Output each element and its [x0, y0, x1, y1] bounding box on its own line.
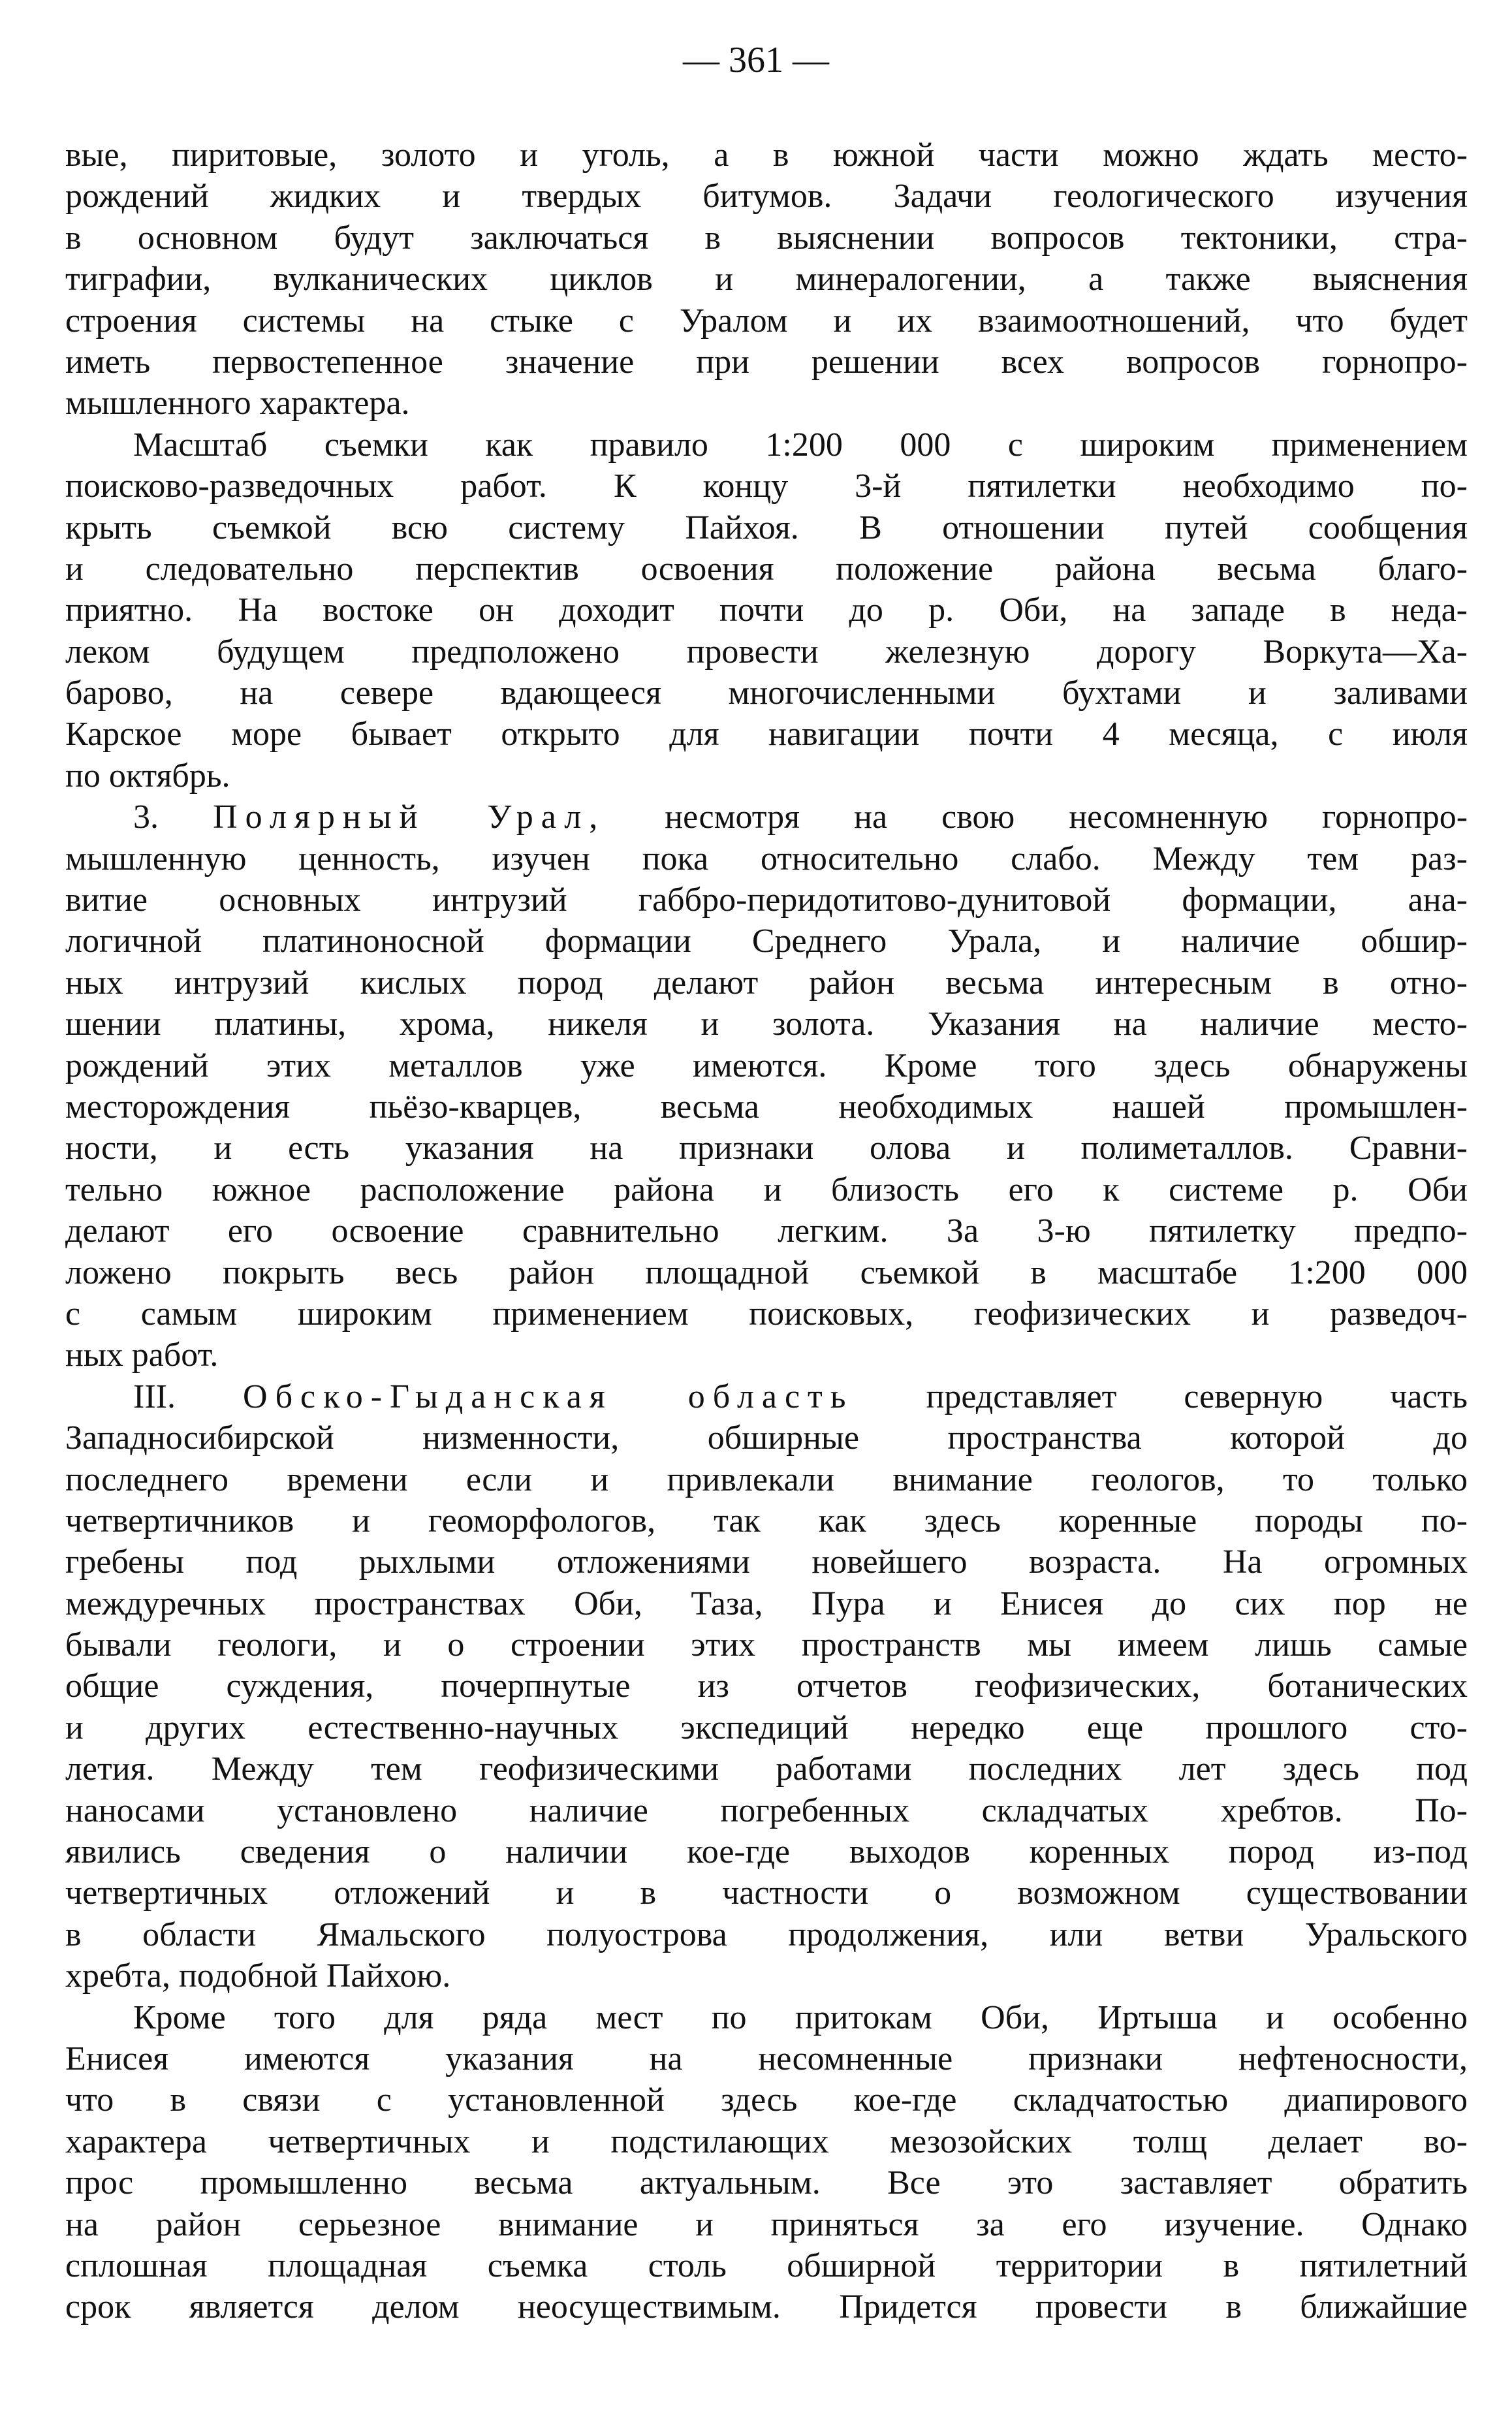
text-line: приятно. На востоке он доходит почти до р. Оби, на западе в неда-	[65, 591, 1468, 629]
text-line: Западносибирской низменности, обширные пространства которой до	[65, 1419, 1468, 1457]
text-line: крыть съемкой всю систему Пайхоя. В отношении путей сообщения	[65, 509, 1468, 546]
text-line: четвертичников и геоморфологов, так как здесь коренные породы по-	[65, 1502, 1468, 1539]
text-line: явились сведения о наличии кое-где выходов коренных пород из-под	[65, 1833, 1468, 1871]
text-line: ности, и есть указания на признаки олова и полиметаллов. Сравни-	[65, 1129, 1468, 1167]
text-line: шении платины, хрома, никеля и золота. Указания на наличие место-	[65, 1005, 1468, 1043]
text-line: срок является делом неосуществимым. Придется провести в ближайшие	[65, 2288, 1468, 2326]
text-line: по октябрь.	[65, 757, 230, 795]
text-line: Кроме того для ряда мест по притокам Оби, Иртыша и особенно	[133, 1998, 1468, 2036]
text-line: последнего времени если и привлекали внимание геологов, то только	[65, 1460, 1468, 1498]
text-line: бывали геологи, и о строении этих пространств мы имеем лишь самые	[65, 1626, 1468, 1664]
text-line: с самым широким применением поисковых, геофизических и разведоч-	[65, 1295, 1468, 1333]
text-fragment: представляет северную часть	[926, 1378, 1468, 1415]
text-line: летия. Между тем геофизическими работами последних лет здесь под	[65, 1750, 1468, 1788]
text-line: что в связи с установленной здесь кое-где складчатостью диапирового	[65, 2081, 1468, 2119]
text-line: делают его освоение сравнительно легким. За 3-ю пятилетку предпо-	[65, 1212, 1468, 1250]
text-line: барово, на севере вдающееся многочисленными бухтами и заливами	[65, 674, 1468, 712]
text-line: месторождения пьёзо-кварцев, весьма необходимых нашей промышлен-	[65, 1088, 1468, 1126]
text-line	[65, 1376, 1468, 1417]
text-body	[65, 134, 1468, 2328]
text-line: и других естественно-научных экспедиций нередко еще прошлого сто-	[65, 1709, 1468, 1746]
text-fragment: несмотря на свою несомненную горнопро-	[665, 798, 1468, 836]
text-line: Карское море бывает открыто для навигации почти 4 месяца, с июля	[65, 716, 1468, 753]
text-line	[65, 796, 1468, 838]
text-line: общие суждения, почерпнутые из отчетов геофизических, ботанических	[65, 1667, 1468, 1705]
text-line: в области Ямальского полуострова продолжения, или ветви Уральского	[65, 1916, 1468, 1953]
paragraph	[65, 1997, 1468, 2328]
text-line: строения системы на стыке с Уралом и их взаимоотношений, что будет	[65, 302, 1468, 339]
text-line: характера четвертичных и подстилающих мезозойских толщ делает во-	[65, 2122, 1468, 2160]
page-number: — 361 —	[683, 40, 829, 80]
text-line: вые, пиритовые, золото и уголь, а в южной части можно ждать место-	[65, 136, 1468, 174]
text-line: ных интрузий кислых пород делают район весьма интересным в отно-	[65, 964, 1468, 1001]
text-line: гребены под рыхлыми отложениями новейшего возраста. На огромных	[65, 1543, 1468, 1581]
text-line: рождений жидких и твердых битумов. Задачи геологического изучения	[65, 178, 1468, 215]
text-line: леком будущем предположено провести железную дорогу Воркута—Ха-	[65, 633, 1468, 670]
section-heading: Полярный Урал,	[213, 798, 606, 836]
text-line: на район серьезное внимание и приняться за его изучение. Однако	[65, 2205, 1468, 2243]
text-fragment: 3.	[133, 798, 159, 836]
text-line: иметь первостепенное значение при решении всех вопросов горнопро-	[65, 343, 1468, 381]
text-line: ложено покрыть весь район площадной съемкой в масштабе 1:200 000	[65, 1254, 1468, 1291]
text-line: Масштаб съемки как правило 1:200 000 с широким применением	[133, 426, 1468, 464]
text-line: междуречных пространствах Оби, Таза, Пура и Енисея до сих пор не	[65, 1585, 1468, 1622]
text-fragment: III.	[133, 1378, 176, 1415]
paragraph	[65, 796, 1468, 1376]
text-line: мышленного характера.	[65, 385, 410, 422]
section-heading: Обско-Гыданская область	[243, 1378, 854, 1415]
text-line: мышленную ценность, изучен пока относительно слабо. Между тем раз-	[65, 840, 1468, 877]
text-line: четвертичных отложений и в частности о возможном существовании	[65, 1874, 1468, 1912]
text-line: Енисея имеются указания на несомненные признаки нефтеносности,	[65, 2040, 1468, 2077]
text-line: тиграфии, вулканических циклов и минералогении, а также выяснения	[65, 260, 1468, 298]
paragraph	[65, 1376, 1468, 1997]
paragraph	[65, 134, 1468, 424]
paragraph	[65, 424, 1468, 797]
text-line: прос промышленно весьма актуальным. Все это заставляет обратить	[65, 2164, 1468, 2202]
text-line: в основном будут заключаться в выяснении вопросов тектоники, стра-	[65, 219, 1468, 257]
text-line: рождений этих металлов уже имеются. Кроме того здесь обнаружены	[65, 1047, 1468, 1084]
text-line: наносами установлено наличие погребенных складчатых хребтов. По-	[65, 1791, 1468, 1829]
text-line: логичной платиноносной формации Среднего Урала, и наличие обшир-	[65, 923, 1468, 960]
text-line: сплошная площадная съемка столь обширной территории в пятилетний	[65, 2247, 1468, 2284]
text-line: тельно южное расположение района и близость его к системе р. Оби	[65, 1171, 1468, 1208]
text-line: хребта, подобной Пайхою.	[65, 1957, 451, 1995]
text-line: поисково-разведочных работ. К концу 3-й пятилетки необходимо по-	[65, 467, 1468, 505]
text-line: и следовательно перспектив освоения положение района весьма благо-	[65, 550, 1468, 588]
text-line: ных работ.	[65, 1336, 219, 1374]
text-line: витие основных интрузий габбро-перидотитово-дунитовой формации, ана-	[65, 881, 1468, 919]
